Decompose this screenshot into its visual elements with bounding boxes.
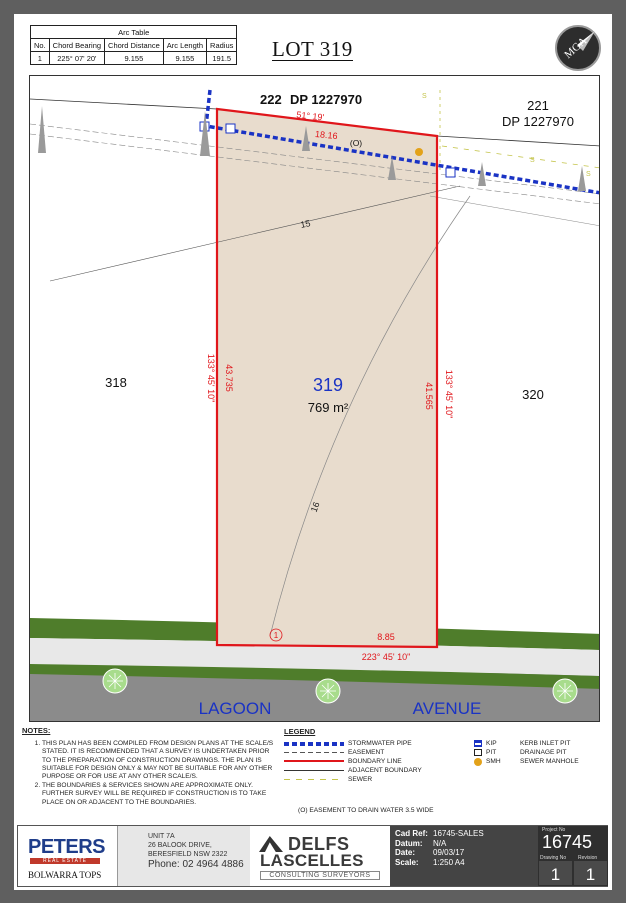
legend-symbol-row (474, 748, 567, 757)
arc-table-cell: 191.5 (207, 52, 237, 65)
sewer-manhole-icon (474, 758, 482, 766)
sewer-label: S (530, 157, 535, 164)
arc-table-cell: 9.155 (163, 52, 206, 65)
street-tree-icon (553, 679, 577, 703)
address-line: 26 BALOOK DRIVE, (148, 842, 212, 849)
arc-table-header: Arc Length (163, 39, 206, 52)
sewer-label: S (586, 171, 591, 178)
right-distance-label: 41.565 (424, 382, 434, 410)
left-distance-label: 43.735 (224, 364, 234, 392)
contour-16-label: 16 (308, 500, 322, 514)
legend-label: KERB INLET PIT (520, 740, 571, 747)
legend-label: SEWER (348, 776, 373, 783)
legend-row (284, 766, 422, 775)
adjacent-boundary (437, 136, 600, 146)
street-name-word: AVENUE (412, 699, 482, 718)
lot-area-label: 769 m² (307, 400, 349, 415)
arc-marker-label: 1 (273, 631, 279, 640)
site-plan (29, 75, 600, 722)
arc-table-cell: 9.155 (105, 52, 164, 65)
legend-section (284, 727, 604, 819)
north-compass-icon (555, 25, 601, 71)
title-block (17, 825, 608, 887)
adjacent-boundary (30, 99, 217, 109)
legend-row (284, 748, 384, 757)
drawing-number: 1 (539, 861, 572, 885)
legend-code: KIP (486, 740, 497, 747)
street-tree-icon (103, 669, 127, 693)
notes-heading: NOTES: (22, 726, 51, 735)
estate-name: BOLWARRA TOPS (28, 870, 102, 880)
legend-label: DRAINAGE PIT (520, 749, 567, 756)
info-key: Scale: (395, 857, 419, 867)
arc-table-title: Arc Table (31, 26, 237, 39)
info-key: Datum: (395, 838, 423, 848)
drawing-date: 09/03/17 (433, 848, 465, 857)
adjacent-boundary (430, 196, 600, 226)
lot-title: LOT 319 (272, 37, 353, 61)
right-bearing-label: 133° 45' 10" (444, 369, 454, 419)
address-line: BERESFIELD NSW 2322 (148, 851, 228, 858)
info-key: Date: (395, 848, 416, 857)
drainage-pit-icon (226, 124, 235, 133)
lot-number-label: 319 (312, 375, 344, 395)
surveyor-logo (250, 826, 390, 886)
sewer-swatch (284, 779, 344, 780)
agent-subtitle: REAL ESTATE (30, 858, 100, 864)
arc-table-header: Chord Bearing (49, 39, 104, 52)
surveyor-mark-icon (259, 836, 283, 852)
legend-label: ADJACENT BOUNDARY (348, 767, 422, 774)
surveyor-name-1: DELFS (288, 834, 350, 854)
legend-row (284, 757, 402, 766)
dp-222-label: DP 1227970 (290, 92, 363, 107)
grade-marker (578, 166, 586, 191)
kerb-inlet-pit-icon (474, 740, 482, 747)
note-item: 2. THE BOUNDARIES & SERVICES SHOWN ARE APPROXIMATE ONLY. FURTHER SURVEY WILL BE REQUIRED IF CONSTRUCTION IS TO TAKE PLACE ON OR ADJACENT TO THE BOUNDARIES. (42, 782, 277, 807)
street-name-word: LAGOON (198, 699, 272, 718)
agent-address (117, 826, 250, 886)
arc-table (30, 25, 237, 65)
legend-label: STORMWATER PIPE (348, 740, 412, 747)
stormwater-swatch (284, 742, 344, 746)
left-bearing-label: 133° 45' 10" (206, 353, 216, 403)
top-distance-label: 18.16 (314, 128, 339, 142)
agent-phone: Phone: 02 4964 4886 (148, 859, 244, 870)
revision-number: 1 (574, 861, 607, 885)
legend-row (284, 739, 412, 748)
datum: N/A (433, 838, 447, 848)
address-line: UNIT 7A (148, 833, 175, 840)
arc-table-cell: 225° 07' 20' (49, 52, 104, 65)
arc-table-header: Radius (207, 39, 237, 52)
bottom-bearing-label: 223° 45' 10" (361, 652, 411, 662)
legend-symbol-row (474, 757, 579, 766)
grade-marker (38, 106, 46, 153)
contour-15-label: 15 (299, 218, 312, 230)
surveyor-name-2: LASCELLES (260, 851, 364, 870)
project-panel (538, 826, 608, 886)
revision-label: Revision (578, 855, 598, 861)
north-badge-label: MGA (562, 34, 590, 62)
notes-section (22, 727, 277, 808)
legend-label: BOUNDARY LINE (348, 758, 402, 765)
arc-table-cell: 1 (31, 52, 50, 65)
dp-221-label: DP 1227970 (501, 114, 575, 129)
surveyor-tagline: CONSULTING SURVEYORS (260, 871, 380, 880)
lot-318-label: 318 (105, 375, 127, 390)
legend-code: PIT (486, 749, 497, 756)
legend-label: EASEMENT (348, 749, 385, 756)
drawing-info (390, 826, 538, 886)
drainage-pit-icon (446, 168, 455, 177)
legend-label: SEWER MANHOLE (520, 758, 579, 765)
drawing-scale: 1:250 A4 (433, 857, 465, 867)
project-number: 16745 (542, 832, 593, 852)
drainage-pit-icon (474, 749, 482, 756)
easement-swatch (284, 752, 344, 753)
sewer-label: S (422, 93, 427, 100)
sewer-line (442, 146, 600, 168)
boundary-swatch (284, 760, 344, 762)
legend-heading: LEGEND (284, 727, 316, 736)
project-no-label: Project No (542, 827, 566, 833)
agent-name: PETERS (28, 836, 106, 858)
legend-code: SMH (486, 758, 501, 765)
cad-ref: 16745-SALES (433, 829, 484, 838)
bottom-distance-label: 8.85 (377, 632, 395, 642)
adjacent-boundary-swatch (284, 770, 344, 771)
agent-logo (18, 826, 117, 886)
easement-code-label: (O) (349, 138, 363, 148)
legend-row (284, 775, 372, 784)
top-bearing-label: 51° 19' (295, 109, 325, 123)
lot-222-label: 222 (260, 92, 282, 107)
drawing-no-label: Drawing No (540, 855, 567, 861)
note-item: 1. THIS PLAN HAS BEEN COMPILED FROM DESIGN PLANS AT THE SCALE/S STATED. IT IS RECOMMENDED THAT A SURVEY IS UNDERTAKEN PRIOR TO THE PREPARATION OF CONSTRUCTION DRAWINGS. THE PLAN IS SUITABLE FOR DESIGN ONLY & MAY NOT BE SUITABLE FOR ANY OTHER PURPOSE OR FOR USE AT ANY OTHER SCALE/S. (42, 740, 277, 781)
legend-symbol-row (474, 739, 570, 748)
info-key: Cad Ref: (395, 829, 428, 838)
lot-221-label: 221 (527, 98, 549, 113)
arc-table-header: No. (31, 39, 50, 52)
easement-note: (O) EASEMENT TO DRAIN WATER 3.5 WIDE (298, 807, 434, 814)
sewer-manhole-icon (415, 148, 423, 156)
lot-320-label: 320 (522, 387, 544, 402)
street-tree-icon (316, 679, 340, 703)
plan-sheet (14, 14, 612, 890)
arc-table-header: Chord Distance (105, 39, 164, 52)
